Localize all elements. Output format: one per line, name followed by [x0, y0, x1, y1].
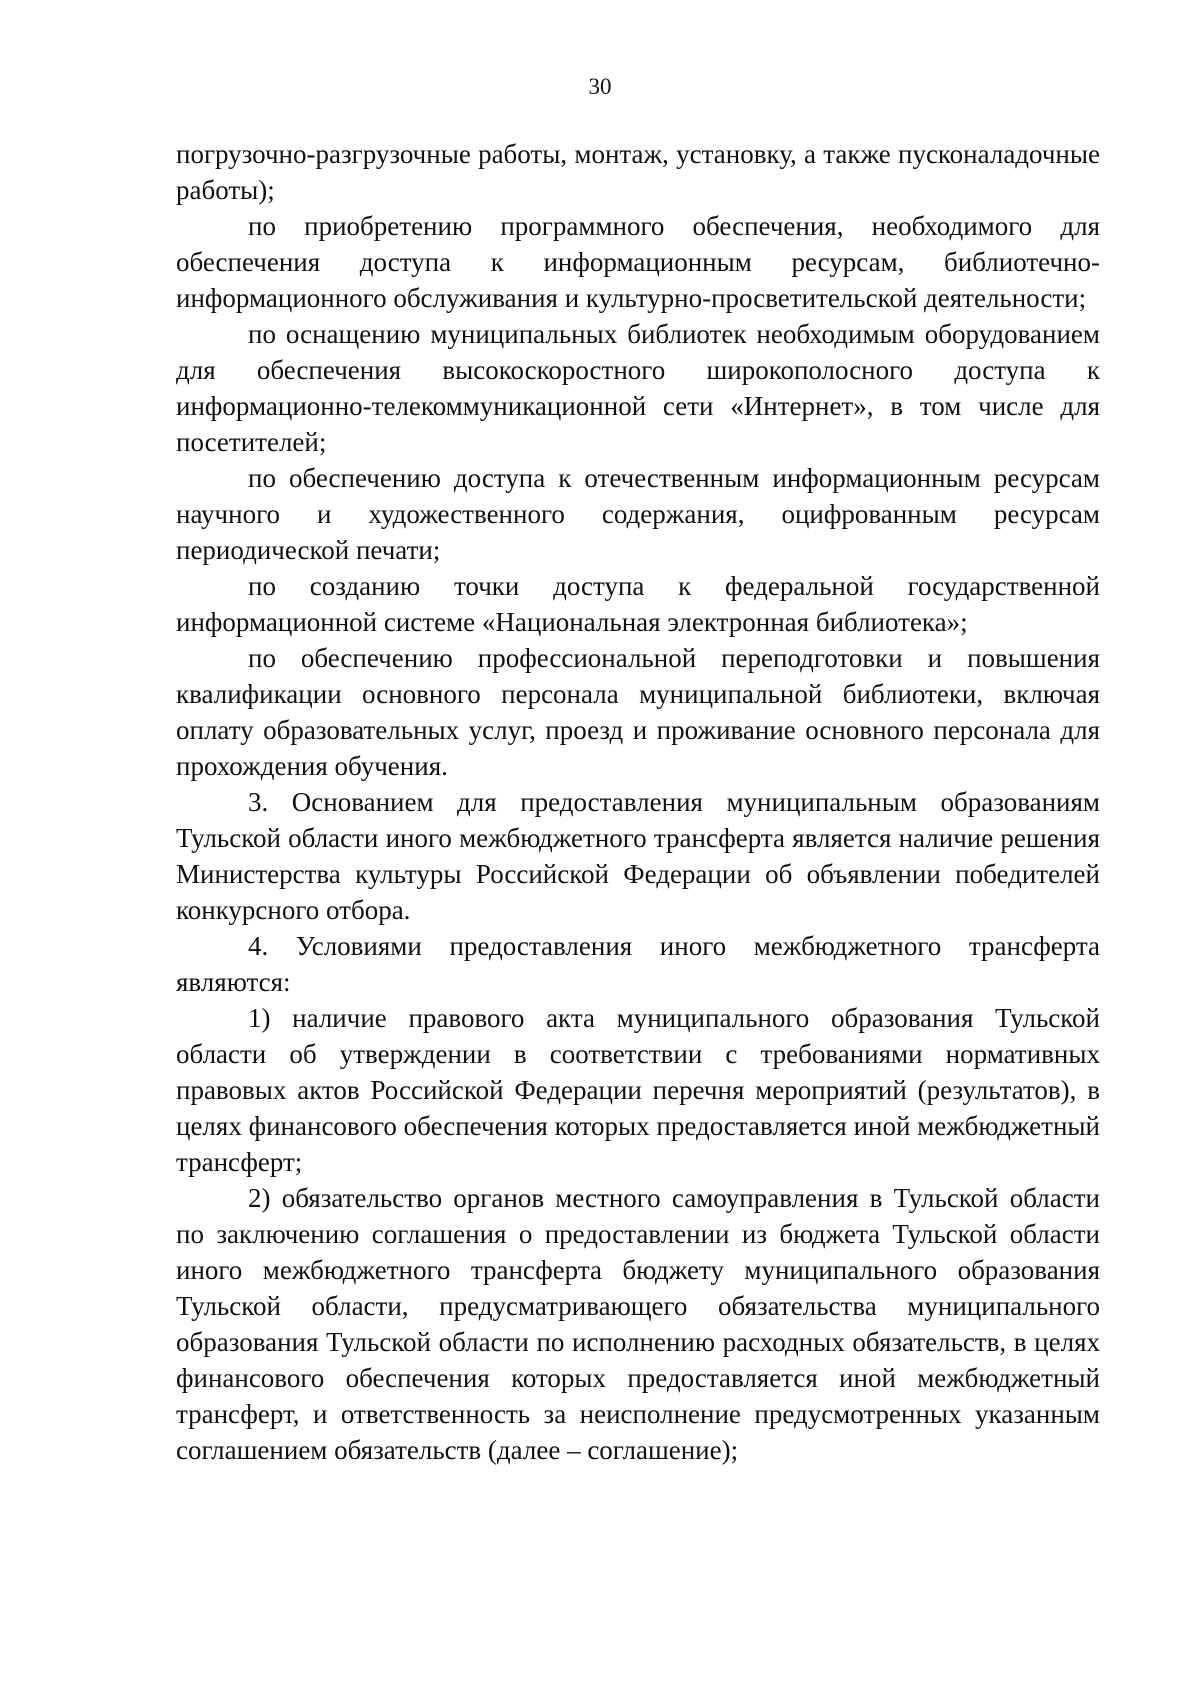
- page-number: 30: [588, 74, 612, 99]
- paragraph: по обеспечению доступа к отечественным информационным ресурсам научного и художественного содержания, оцифрованным ресурсам периодической печати;: [176, 463, 1100, 565]
- document-body: [176, 136, 1100, 1468]
- paragraph: по созданию точки доступа к федеральной государственной информационной системе «Национальная электронная библиотека»;: [176, 571, 1100, 637]
- paragraph: по обеспечению профессиональной переподготовки и повышения квалификации основного персонала муниципальной библиотеки, включая оплату образовательных услуг, проезд и проживание основного персонала для прохождения обучения.: [176, 643, 1100, 781]
- paragraph: 1) наличие правового акта муниципального образования Тульской области об утверждении в соответствии с требованиями нормативных правовых актов Российской Федерации перечня мероприятий (результатов), в целях финансового обеспечения которых предоставляется иной межбюджетный трансферт;: [176, 1003, 1100, 1177]
- paragraph: по оснащению муниципальных библиотек необходимым оборудованием для обеспечения высокоскоростного широкополосного доступа к информационно-телекоммуникационной сети «Интернет», в том числе для посетителей;: [176, 319, 1100, 457]
- paragraph: по приобретению программного обеспечения, необходимого для обеспечения доступа к информационным ресурсам, библиотечно-информационного обслуживания и культурно-просветительской деятельности;: [176, 211, 1100, 313]
- paragraph: погрузочно-разгрузочные работы, монтаж, установку, а также пусконаладочные работы);: [176, 139, 1100, 205]
- paragraph: 2) обязательство органов местного самоуправления в Тульской области по заключению соглашения о предоставлении из бюджета Тульской области иного межбюджетного трансферта бюджету муниципального образования Тульской области, предусматривающего обязательства муниципального образования Тульской области по исполнению расходных обязательств, в целях финансового обеспечения которых предоставляется иной межбюджетный трансферт, и ответственность за неисполнение предусмотренных указанным соглашением обязательств (далее – соглашение);: [176, 1183, 1100, 1465]
- paragraph: 4. Условиями предоставления иного межбюджетного трансферта являются:: [176, 931, 1100, 997]
- paragraph: 3. Основанием для предоставления муниципальным образованиям Тульской области иного межбюджетного трансферта является наличие решения Министерства культуры Российской Федерации об объявлении победителей конкурсного отбора.: [176, 787, 1100, 925]
